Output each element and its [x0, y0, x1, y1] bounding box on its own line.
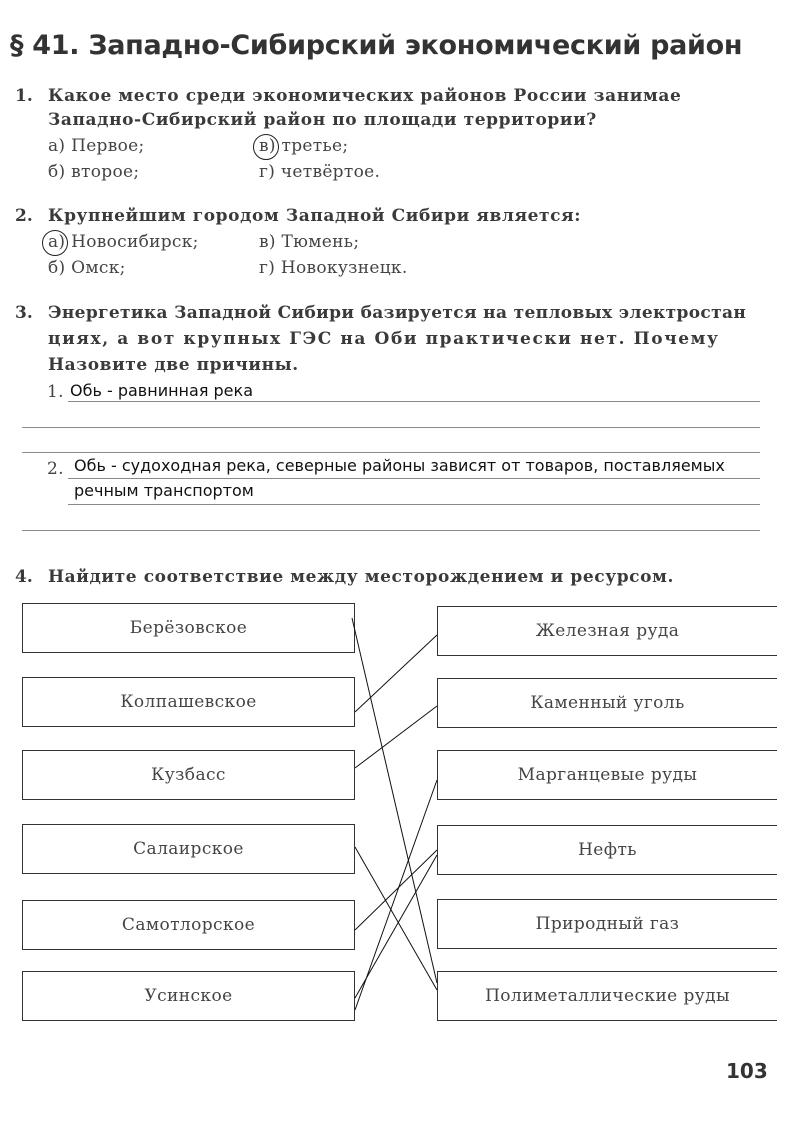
question-2-option-b: б) Омск; [48, 258, 126, 278]
answer-2-text-line-1: Обь - судоходная река, северные районы зависят от товаров, поставляемых [74, 456, 725, 475]
deposit-label: Усинское [144, 986, 233, 1006]
question-3-number: 3. [15, 303, 33, 323]
question-2-option-a: а) Новосибирск; [48, 232, 199, 252]
question-2-option-g: г) Новокузнецк. [259, 258, 408, 278]
question-3-text-line-1: Энергетика Западной Сибири базируется на тепловых электростан [48, 303, 747, 323]
resource-label: Природный газ [535, 914, 680, 934]
answer-1-text: Обь - равнинная река [70, 381, 253, 400]
deposit-label: Берёзовское [129, 618, 248, 638]
page-title: § 41. Западно-Сибирский экономический район [10, 30, 743, 61]
question-2-text: Крупнейшим городом Западной Сибири является: [48, 206, 582, 226]
resource-label: Железная руда [535, 621, 680, 641]
match-line-kuzbass-coal [355, 706, 437, 768]
question-1-option-g: г) четвёртое. [259, 162, 381, 182]
question-1-text-line-1: Какое место среди экономических районов России занимае [48, 86, 682, 106]
deposit-label: Салаирское [133, 839, 244, 859]
question-1-text-line-2: Западно-Сибирский район по площади территории? [48, 110, 597, 130]
resource-label: Полиметаллические руды [485, 986, 730, 1006]
deposit-label: Самотлорское [121, 915, 256, 935]
question-1-option-v: в) третье; [259, 136, 349, 156]
resource-label: Каменный уголь [530, 693, 685, 713]
question-3-text-line-3: Назовите две причины. [48, 355, 299, 375]
match-line-extra [355, 780, 437, 1010]
deposit-label: Кузбасс [151, 765, 226, 785]
question-1-option-b: б) второе; [48, 162, 140, 182]
question-2-number: 2. [15, 206, 33, 226]
question-1-option-a: а) Первое; [48, 136, 145, 156]
answer-1-label: 1. [47, 382, 64, 402]
deposit-label: Колпашевское [120, 692, 257, 712]
answer-2-text-line-2: речным транспортом [74, 481, 254, 500]
match-line-kolpashevskoe-iron [355, 635, 437, 712]
page-number: 103 [726, 1059, 768, 1083]
answer-2-label: 2. [47, 459, 64, 479]
resource-label: Марганцевые руды [517, 765, 698, 785]
question-1-number: 1. [15, 86, 33, 106]
question-2-option-v: в) Тюмень; [259, 232, 360, 252]
question-3-text-line-2: циях, а вот крупных ГЭС на Оби практически нет. Почему [48, 329, 720, 349]
question-4-number: 4. [15, 567, 33, 587]
question-4-text: Найдите соответствие между месторождением и ресурсом. [48, 567, 674, 587]
resource-label: Нефть [578, 840, 637, 860]
